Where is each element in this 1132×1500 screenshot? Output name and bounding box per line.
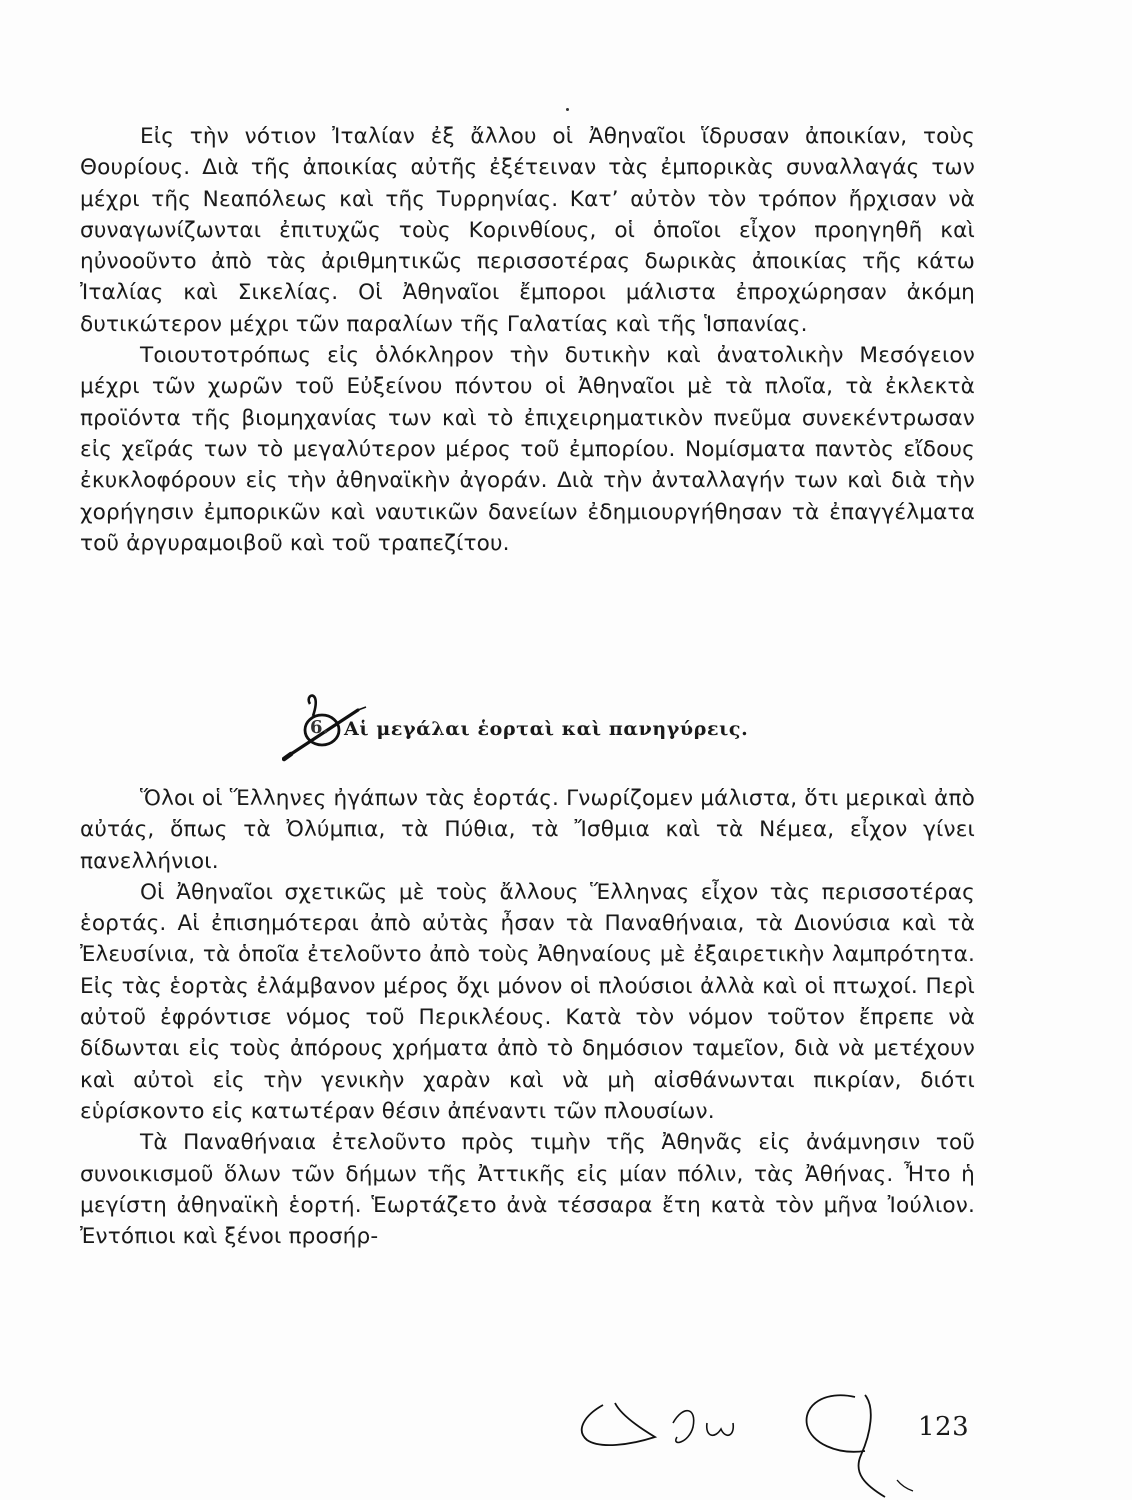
page-number: 123 — [918, 1412, 970, 1442]
paragraph-thourioi: Εἰς τὴν νότιον Ἰταλίαν ἐξ ἄλλου οἱ Ἀθηναῖοι ἵδρυσαν ἀποικίαν, τοὺς Θουρίους. Διὰ τῆς ἀποικίας αὐτῆς ἐξέτειναν τὰς ἐμπορικὰς συναλλαγάς των μέχρι τῆς Νεαπόλεως καὶ τῆς Τυρρηνίας. Κατ’ αὐτὸν τὸν τρόπον ἤρχισαν νὰ συναγωνίζωνται ἐπιτυχῶς τοὺς Κορινθίους, οἱ ὁποῖοι εἶχον προηγηθῆ καὶ ηὐνοοῦντο ἀπὸ τὰς ἀριθμητικῶς περισσοτέρας δωρικὰς ἀποικίας τῆς κάτω Ἰταλίας καὶ Σικελίας. Οἱ Ἀθηναῖοι ἔμποροι μάλιστα ἐπροχώρησαν ἀκόμη δυτικώτερον μέχρι τῶν παραλίων τῆς Γαλατίας καὶ τῆς Ἱσπανίας. — [80, 124, 975, 337]
paragraph-athenian-festivals: Οἱ Ἀθηναῖοι σχετικῶς μὲ τοὺς ἄλλους Ἕλληνας εἶχον τὰς περισσοτέρας ἑορτάς. Αἱ ἐπισημότεραι ἀπὸ αὐτὰς ἦσαν τὰ Παναθήναια, τὰ Διονύσια καὶ τὰ Ἐλευσίνια, τὰ ὁποῖα ἐτελοῦντο ἀπὸ τοὺς Ἀθηναίους μὲ ἐξαιρετικὴν λαμπρότητα. Εἰς τὰς ἑορτὰς ἐλάμβανον μέρος ὄχι μόνον οἱ πλούσιοι ἀλλὰ καὶ οἱ πτωχοί. Περὶ αὐτοῦ ἐφρόντισε νόμος τοῦ Περικλέους. Κατὰ τὸν νόμον τοῦτον ἔπρεπε νὰ δίδωνται εἰς τοὺς ἀπόρους χρήματα ἀπὸ τὸ δημόσιον ταμεῖον, διὰ νὰ μετέχουν καὶ αὐτοὶ εἰς τὴν γενικὴν χαρὰν καὶ νὰ μὴ αἰσθάνωνται πικρίαν, διότι εὑρίσκοντο εἰς κατωτέραν θέσιν ἀπέναντι τῶν πλουσίων. — [80, 879, 975, 1124]
top-text-block — [80, 121, 975, 559]
section-number: 6. — [310, 717, 329, 738]
paragraph-greek-festivals: Ὅλοι οἱ Ἕλληνες ἠγάπων τὰς ἑορτάς. Γνωρίζομεν μάλιστα, ὅτι μερικαὶ ἀπὸ αὐτάς, ὅπως τὰ Ὀλύμπια, τὰ Πύθια, τὰ Ἴσθμια καὶ τὰ Νέμεα, εἶχον γίνει πανελλήνιοι. — [80, 786, 975, 874]
paragraph-panathenaia: Τὰ Παναθήναια ἐτελοῦντο πρὸς τιμὴν τῆς Ἀθηνᾶς εἰς ἀνάμνησιν τοῦ συνοικισμοῦ ὅλων τῶν δήμων τῆς Ἀττικῆς εἰς μίαν πόλιν, τὰς Ἀθήνας. Ἦτο ἡ μεγίστη ἀθηναϊκὴ ἑορτή. Ἑωρτάζετο ἀνὰ τέσσαρα ἔτη κατὰ τὸν μῆνα Ἰούλιον. Ἐντόπιοι καὶ ξένοι προσήρ- — [80, 1130, 975, 1250]
handwritten-scribble — [575, 1385, 935, 1500]
paragraph-mediterranean-trade: Τοιουτοτρόπως εἰς ὁλόκληρον τὴν δυτικὴν καὶ ἀνατολικὴν Μεσόγειον μέχρι τῶν χωρῶν τοῦ Εὐξείνου πόντου οἱ Ἀθηναῖοι μὲ τὰ πλοῖα, τὰ ἐκλεκτὰ προϊόντα τῆς βιομηχανίας των καὶ τὸ ἐπιχειρηματικὸν πνεῦμα συνεκέντρωσαν εἰς χεῖράς των τὸ μεγαλύτερον μέρος τοῦ ἐμπορίου. Νομίσματα παντὸς εἴδους ἐκυκλοφόρουν εἰς τὴν ἀθηναϊκὴν ἀγοράν. Διὰ τὴν ἀνταλλαγήν των καὶ διὰ τὴν χορήγησιν ἐμπορικῶν καὶ ναυτικῶν δανείων ἐδημιουργήθησαν τὰ ἐπαγγέλματα τοῦ ἀργυραμοιβοῦ καὶ τοῦ τραπεζίτου. — [80, 343, 975, 556]
ink-speck — [566, 108, 569, 111]
section-title: Αἱ μεγάλαι ἑορταὶ καὶ πανηγύρεις. — [344, 718, 749, 740]
section-heading — [282, 690, 842, 760]
bottom-text-block — [80, 783, 975, 1252]
